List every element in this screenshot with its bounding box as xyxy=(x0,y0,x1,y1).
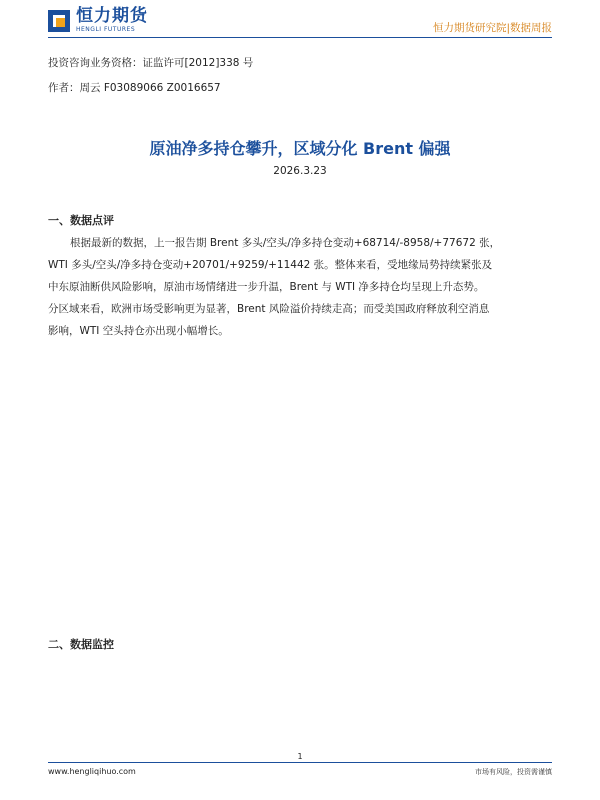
logo-name-en: HENGLI FUTURES xyxy=(76,26,136,33)
author-line: 作者：周云 F03089066 Z0016657 xyxy=(48,82,221,94)
section-heading-monitoring: 二、数据监控 xyxy=(48,638,114,651)
header-report-type: 恒力期货研究院|数据周报 xyxy=(432,22,552,34)
footer-slogan: 市场有风险，投资需谨慎 xyxy=(475,768,552,776)
section-heading-commentary: 一、数据点评 xyxy=(48,214,114,227)
commentary-paragraph xyxy=(48,232,553,342)
page-header xyxy=(0,0,600,44)
paragraph-line: WTI 多头/空头/净多持仓变动+20701/+9259/+11442 张。整体来看，受地缘局势持续紧张及 xyxy=(48,259,493,271)
footer-website-link[interactable]: www.hengliqihuo.com xyxy=(48,767,136,776)
company-logo xyxy=(48,8,148,33)
paragraph-line: 根据最新的数据，上一报告期 Brent 多头/空头/净多持仓变动+68714/-8958/+77672 张， xyxy=(70,237,501,249)
report-title: 原油净多持仓攀升，区域分化 Brent 偏强 xyxy=(149,139,451,158)
page-number: 1 xyxy=(297,752,303,761)
paragraph-line: 影响，WTI 空头持仓亦出现小幅增长。 xyxy=(48,325,229,337)
license-line: 投资咨询业务资格：证监许可[2012]338 号 xyxy=(48,57,254,69)
logo-mark-icon xyxy=(48,10,70,32)
paragraph-line: 中东原油断供风险影响，原油市场情绪进一步升温，Brent 与 WTI 净多持仓均呈现上升态势。 xyxy=(48,281,485,293)
report-date: 2026.3.23 xyxy=(273,165,327,177)
paragraph-line: 分区域来看，欧洲市场受影响更为显著，Brent 风险溢价持续走高；而受美国政府释放利空消息 xyxy=(48,303,490,315)
footer-divider xyxy=(48,762,552,763)
header-divider xyxy=(48,37,552,38)
logo-name-cn: 恒力期货 xyxy=(76,6,148,26)
